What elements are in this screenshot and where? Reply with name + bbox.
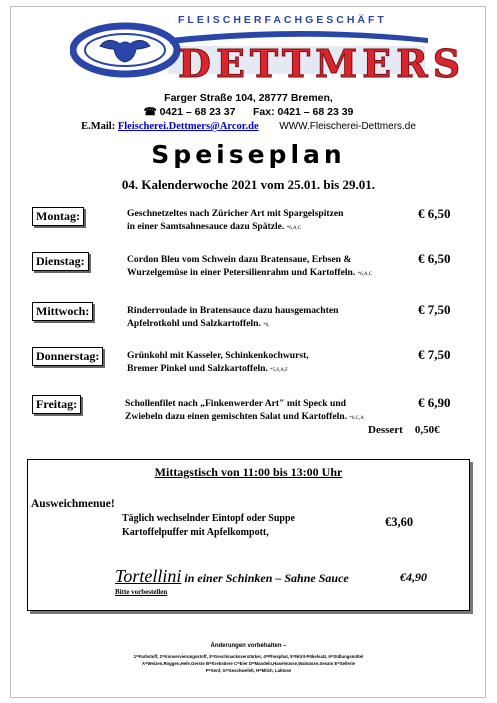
alt-price: €3,60 bbox=[385, 515, 414, 529]
website: WWW.Fleischerei-Dettmers.de bbox=[279, 121, 416, 132]
tortellini-dish: Tortellini in einer Schinken – Sahne Sauce bbox=[115, 566, 349, 586]
dessert-label: Dessert bbox=[368, 424, 403, 436]
price-tuesday: € 6,50 bbox=[418, 251, 451, 266]
lunch-box bbox=[27, 459, 470, 611]
contact-row bbox=[0, 121, 497, 132]
email-link[interactable]: Fleischerei.Dettmers@Arcor.de bbox=[117, 121, 259, 132]
price-friday: € 6,90 bbox=[418, 395, 451, 410]
company-name: DETTMERS bbox=[178, 41, 466, 86]
company-tagline: FLEISCHERFACHGESCHÄFT bbox=[178, 14, 387, 26]
week-heading: 04. Kalenderwoche 2021 vom 25.01. bis 29.01. bbox=[121, 177, 376, 192]
dish-wednesday: Rinderroulade in Bratensauce dazu hausgemachten Apfelrotkohl und Salzkartoffeln. *6, bbox=[127, 305, 339, 329]
price-thursday: € 7,50 bbox=[418, 347, 451, 362]
dish-thursday: Grünkohl mit Kasseler, Schinkenkochwurst, Bremer Pinkel und Salzkartoffeln. *5,6,A,F bbox=[127, 350, 309, 374]
dessert-row bbox=[368, 424, 440, 436]
email-label: E.Mail: bbox=[81, 121, 116, 132]
day-label-tuesday: Dienstag: bbox=[32, 252, 89, 271]
alt-line-1: Täglich wechselnder Eintopf oder Suppe bbox=[122, 513, 295, 524]
price-monday: € 6,50 bbox=[418, 206, 451, 221]
day-label-wednesday: Mittwoch: bbox=[32, 302, 93, 321]
lunch-hours: Mittagstisch von 11:00 bis 13:00 Uhr bbox=[154, 465, 343, 479]
preorder-note: Bitte vorbestellen bbox=[115, 588, 168, 596]
alt-line-2: Kartoffelpuffer mit Apfelkompott, bbox=[122, 527, 269, 538]
alt-menu-label: Ausweichmenue! bbox=[31, 498, 115, 510]
address: Farger Straße 104, 28777 Bremen, bbox=[164, 92, 333, 104]
dish-friday: Schollenfilet nach „Finkenwerder Art" mit Speck und Zwiebeln dazu einen gemischten Salat und Kartoffeln. *6,C,A bbox=[125, 398, 364, 422]
tortellini-price: €4,90 bbox=[400, 570, 427, 584]
footer-allergens-1: A=Weizen,Roggen,Hefe,Gerste B=Krebstiere C=Eier D=Mandeln,Haselnüsse,Walnüsse,Sesam E=Sellerie bbox=[141, 661, 356, 666]
footer-changes: Änderungen vorbehalten – bbox=[210, 643, 287, 649]
dessert-price: 0,50€ bbox=[414, 424, 440, 436]
day-label-friday: Freitag: bbox=[32, 395, 81, 414]
day-label-thursday: Donnerstag: bbox=[32, 347, 103, 366]
dish-monday: Geschnetzeltes nach Züricher Art mit Spargelspitzen in einer Samtsahnesauce dazu Spätzle. *6,A,C bbox=[127, 208, 344, 232]
dish-tuesday: Cordon Bleu vom Schwein dazu Bratensaue, Erbsen & Wurzelgemüse in einer Petersilienrahm und Kartoffeln. *6,A,C bbox=[127, 254, 373, 278]
page-title: Speiseplan bbox=[151, 140, 346, 169]
footer-additives: 1=Farbstoff, 2=Konservierungsstoff, 3=Geschmacksverstärker, 4=Phosphat, 5=Nitrit-Pökelsalz, 6=Süßungsmittel bbox=[133, 654, 364, 659]
footer-allergens-2: F=Senf, G=Geschwefelt, H=Milch, Laktose bbox=[205, 668, 292, 673]
price-wednesday: € 7,50 bbox=[418, 302, 451, 317]
day-label-monday: Montag: bbox=[32, 207, 84, 226]
phone-fax: ☎ 0421 – 68 23 37 Fax: 0421 – 68 23 39 bbox=[143, 106, 354, 118]
